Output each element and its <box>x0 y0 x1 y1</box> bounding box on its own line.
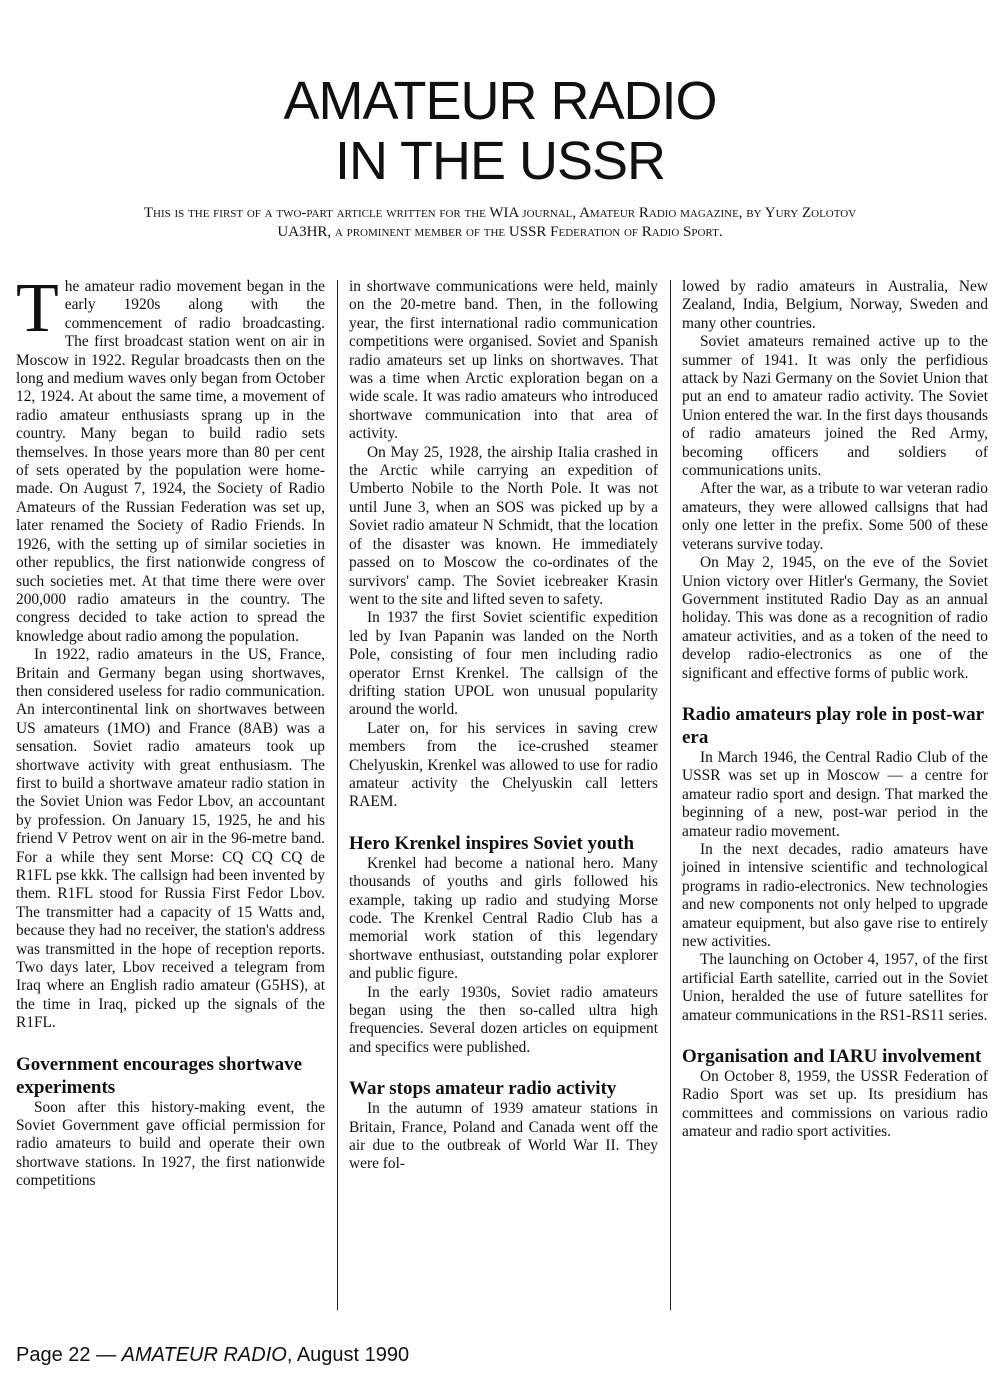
paragraph: On May 25, 1928, the airship Italia crashed in the Arctic while carrying an expedition of Umberto Nobile to the North Pole. It was not until June 3, when an SOS was picked up by a Soviet radio amateur N Schmidt, that the location of the disaster was known. He immediately passed on to Moscow the co-ordinates of the survivors' camp. The Soviet icebreaker Krasin went to the site and lifted seven to safety. <box>349 443 658 608</box>
column-divider <box>337 280 338 1310</box>
section-heading: Government encourages shortwave experiments <box>16 1053 303 1098</box>
paragraph: In 1922, radio amateurs in the US, France, Britain and Germany began using shortwaves, then considered useless for radio communication. An intercontinental link on shortwaves between US amateurs (1MO) and France (8AB) was a sensation. Soviet radio amateurs took up shortwave activity with great enthusiasm. The first to build a shortwave amateur radio station in the Soviet Union was Fedor Lbov, an accountant by profession. On January 15, 1925, he and his friend V Petrov went on air in the 96-metre band. For a while they sent Morse: CQ CQ CQ de R1FL pse kkk. The callsign had been invented by them. R1FL stood for Russia First Fedor Lbov. The transmitter had a capacity of 15 Watts and, because they had no receiver, the station's address was transmitted in the hope of reception reports. Two days later, Lbov received a telegram from Iraq where an English radio amateur (G5HS), at the time in Iraq, picked up the signals of the R1FL. <box>16 646 325 1032</box>
paragraph: In the autumn of 1939 amateur stations in Britain, France, Poland and Canada went off the air due to the outbreak of World War II. They were fol- <box>349 1100 658 1173</box>
paragraph: In 1937 the first Soviet scientific expedition led by Ivan Papanin was landed on the North Pole, consisting of four men including radio operator Ernst Krenkel. The callsign of the drifting station UPOL won unusual popularity around the world. <box>349 609 658 719</box>
article-title-line-2: IN THE USSR <box>334 131 666 191</box>
paragraph: Krenkel had become a national hero. Many thousands of youths and girls followed his example, taking up radio and studying Morse code. The Krenkel Central Radio Club has a memorial work station of this legendary shortwave enthusiast, outstanding polar explorer and public figure. <box>349 854 658 983</box>
section-heading: Radio amateurs play role in post-war era <box>682 703 984 748</box>
column-divider <box>670 280 671 1310</box>
paragraph: The amateur radio movement began in the early 1920s along with the commencement of radio broadcasting. The first broadcast station went on air in Moscow in 1922. Regular broadcasts then on the long and medium waves only began from October 12, 1924. At about the same time, a movement of radio amateur enthusiasts sprang up in the country. Many began to build radio sets themselves. In those years more than 80 per cent of sets operated by the population were home-made. On August 7, 1924, the Society of Radio Amateurs of the Russian Federation was set up, later renamed the Society of Radio Friends. In 1926, with the setting up of similar societies in other republics, the first nationwide congress of such societies met. At that time there were over 200,000 radio amateurs in the country. The congress decided to take action to spread the knowledge about radio among the population. <box>16 270 326 645</box>
column-1 <box>16 270 326 1191</box>
article-subtitle-line-1: This is the first of a two-part article written for the WIA journal, Amateur Radio magazine, by Yury Zolotov <box>143 205 857 221</box>
article-subtitle-line-2: UA3HR, a prominent member of the USSR Federation of Radio Sport. <box>277 224 723 240</box>
section-heading: Organisation and IARU involvement <box>682 1046 982 1068</box>
article-title-line-1: AMATEUR RADIO <box>283 71 717 131</box>
paragraph: In the early 1930s, Soviet radio amateurs began using the then so-called ultra high frequencies. Several dozen articles on equipment and specifics were published. <box>349 983 658 1056</box>
section-heading: Hero Krenkel inspires Soviet youth <box>349 832 635 854</box>
paragraph: Soon after this history-making event, the Soviet Government gave official permission for radio amateurs to build and operate their own shortwave stations. In 1927, the first nationwide competitions <box>16 1098 325 1190</box>
paragraph: On October 8, 1959, the USSR Federation of Radio Sport was set up. Its presidium has committees and commissions on various radio amateur and radio sport activities. <box>682 1068 988 1141</box>
column-3 <box>682 278 988 1142</box>
paragraph: In March 1946, the Central Radio Club of the USSR was set up in Moscow — a centre for amateur radio sport and design. That marked the beginning of a new, post-war period in the amateur radio movement. <box>682 748 988 840</box>
paragraph: The launching on October 4, 1957, of the first artificial Earth satellite, carried out in the Soviet Union, heralded the use of future satellites for amateur communications in the RS1-RS11 series. <box>682 951 988 1024</box>
paragraph: Later on, for his services in saving crew members from the ice-crushed steamer Chelyuskin, Krenkel was allowed to use for radio amateur activity the Chelyuskin call letters RAEM. <box>349 719 658 811</box>
section-heading: War stops amateur radio activity <box>349 1078 617 1100</box>
drop-cap: T <box>16 270 59 347</box>
column-2 <box>349 278 658 1174</box>
page-footer: Page 22 — AMATEUR RADIO, August 1990 <box>16 1344 410 1366</box>
paragraph: in shortwave communications were held, mainly on the 20-metre band. Then, in the following year, the first international radio communication competitions were organised. Soviet and Spanish radio amateurs set up links on shortwaves. That was a time when Arctic exploration began on a wide scale. It was radio amateurs who introduced shortwave communication into that area of activity. <box>349 278 658 443</box>
paragraph: lowed by radio amateurs in Australia, New Zealand, India, Belgium, Norway, Sweden and many other countries. <box>682 278 988 332</box>
paragraph: On May 2, 1945, on the eve of the Soviet Union victory over Hitler's Germany, the Soviet Government instituted Radio Day as an annual holiday. This was done as a recognition of radio amateur activities, and as a token of the need to develop radio-electronics as one of the significant and effective forms of public work. <box>682 554 988 682</box>
paragraph: Soviet amateurs remained active up to the summer of 1941. It was only the perfidious attack by Nazi Germany on the Soviet Union that put an end to amateur radio activity. The Soviet Union entered the war. In the first days thousands of radio amateurs joined the Red Army, becoming officers and soldiers of communications units. <box>682 333 988 480</box>
paragraph: In the next decades, radio amateurs have joined in intensive scientific and technological programs in radio-electronics. New technologies and new components not only helped to upgrade amateur equipment, but also gave rise to entirely new activities. <box>682 840 988 950</box>
paragraph: After the war, as a tribute to war veteran radio amateurs, they were allowed callsigns that had only one letter in the prefix. Some 500 of these veterans survive today. <box>682 480 988 553</box>
